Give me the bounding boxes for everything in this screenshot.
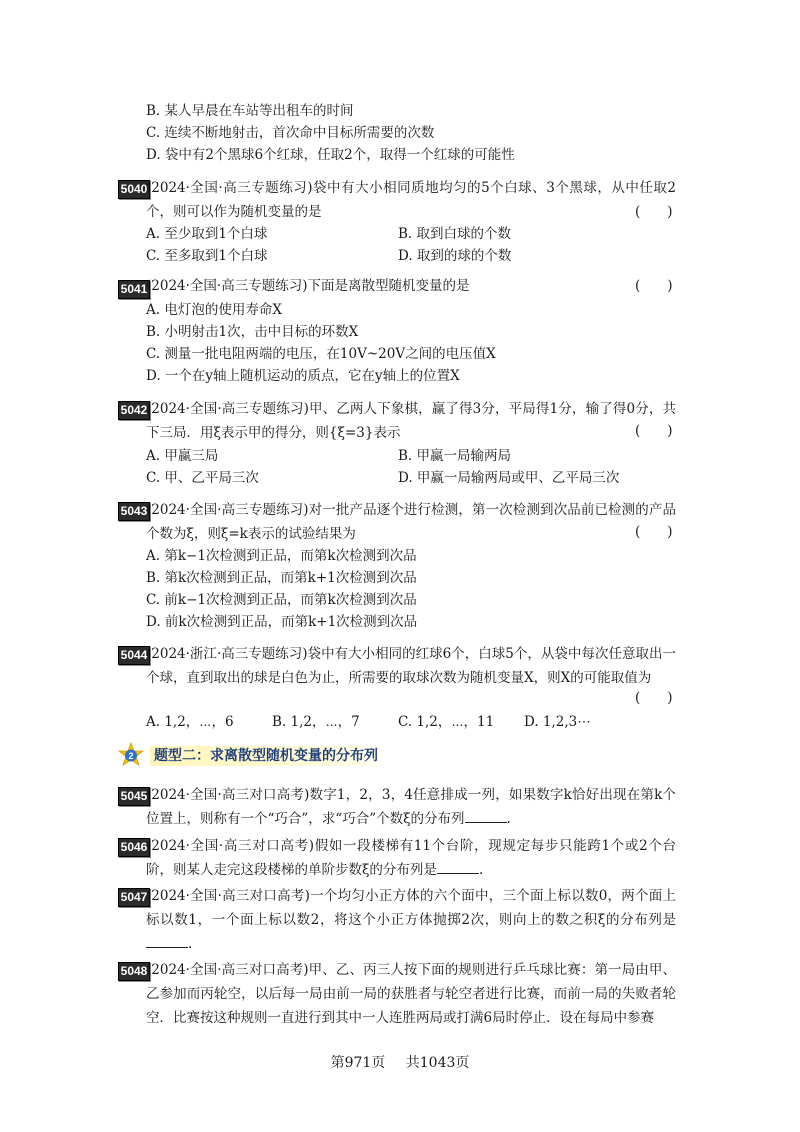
star-badge-icon [118, 742, 144, 768]
option-b: B. 1,2，⋯，7 [272, 714, 360, 730]
option-c: C. 测量一批电阻两端的电压，在10V~20V之间的电压值X [146, 346, 496, 362]
section-title: 题型二：求离散型随机变量的分布列 [150, 746, 388, 766]
question-number-badge: 5047 [118, 888, 150, 907]
question-stem: (2024·全国·高三对口高考)一个均匀小正方体的六个面中，三个面上标以数0，两个面上标以数1，一个面上标以数2，将这个小正方体抛掷2次，则向上的数之积ξ的分布列是. [146, 888, 676, 952]
option-c: C. 至多取到1个白球 [146, 248, 268, 264]
answer-parentheses: ( ) [635, 524, 673, 540]
option-b: B. 某人早晨在车站等出租车的时间 [146, 103, 354, 119]
question-number-badge: 5041 [118, 280, 150, 299]
answer-parentheses: ( ) [635, 204, 673, 220]
question-stem: (2024·全国·高三专题练习)甲、乙两人下象棋，赢了得3分，平局得1分，输了得0分，共下三局．用ξ表示甲的得分，则{ξ=3}表示 [146, 401, 676, 441]
option-c: C. 甲、乙平局三次 [146, 470, 259, 486]
option-a: A. 1,2，⋯，6 [146, 714, 234, 730]
option-b: B. 小明射击1次，击中目标的环数X [146, 324, 359, 340]
answer-parentheses: ( ) [635, 278, 673, 294]
option-a: A. 电灯泡的使用寿命X [146, 302, 282, 318]
total-pages: 共1043页 [405, 1055, 470, 1071]
page-footer [0, 1053, 800, 1073]
question-number-badge: 5042 [118, 401, 150, 420]
question-stem: (2024·浙江·高三专题练习)袋中有大小相同的红球6个，白球5个，从袋中每次任意取出一个球，直到取出的球是白色为止，所需要的取球次数为随机变量X，则X的可能取值为 [146, 646, 676, 686]
option-c: C. 1,2，⋯，11 [398, 714, 495, 730]
option-d: D. 前k次检测到正品，而第k+1次检测到次品 [146, 614, 418, 630]
page-number: 第971页 [330, 1055, 386, 1071]
answer-blank [146, 933, 188, 948]
question-stem: (2024·全国·高三对口高考)甲、乙、丙三人按下面的规则进行乒乓球比赛：第一局由甲、乙参加而丙轮空，以后每一局由前一局的获胜者与轮空者进行比赛，而前一局的失败者轮空．比赛按这种规则一直进行到其中一人连胜两局或打满6局时停止．设在每局中参赛 [146, 962, 676, 1026]
option-a: A. 第k−1次检测到正品，而第k次检测到次品 [146, 548, 417, 564]
question-stem: (2024·全国·高三专题练习)下面是离散型随机变量的是 [146, 278, 470, 294]
option-b: B. 第k次检测到正品，而第k+1次检测到次品 [146, 570, 417, 586]
question-stem: (2024·全国·高三专题练习)对一批产品逐个进行检测，第一次检测到次品前已检测的产品个数为ξ，则ξ=k表示的试验结果为 [146, 502, 676, 542]
answer-parentheses: ( ) [635, 423, 673, 439]
option-d: D. 甲赢一局输两局或甲、乙平局三次 [398, 470, 620, 486]
answer-blank [465, 808, 507, 823]
option-a: A. 至少取到1个白球 [146, 226, 268, 242]
question-stem: (2024·全国·高三对口高考)假如一段楼梯有11个台阶，现规定每步只能跨1个或2个台阶，则某人走完这段楼梯的单阶步数ξ的分布列是 . [146, 838, 676, 878]
question-number-badge: 5048 [118, 962, 150, 981]
question-number-badge: 5046 [118, 838, 150, 857]
option-b: B. 取到白球的个数 [398, 226, 512, 242]
option-d: D. 取到的球的个数 [398, 248, 512, 264]
question-number-badge: 5045 [118, 787, 150, 806]
answer-parentheses: ( ) [635, 690, 673, 706]
question-number-badge: 5044 [118, 646, 150, 665]
section-number: 2 [128, 751, 134, 761]
option-d: D. 袋中有2个黑球6个红球，任取2个，取得一个红球的可能性 [146, 147, 515, 163]
question-number-badge: 5040 [118, 180, 150, 199]
option-d: D. 1,2,3⋯ [524, 714, 591, 730]
option-c: C. 前k−1次检测到正品，而第k次检测到次品 [146, 592, 417, 608]
option-c: C. 连续不断地射击，首次命中目标所需要的次数 [146, 125, 435, 141]
question-stem: (2024·全国·高三对口高考)数字1，2，3，4任意排成一列，如果数字k恰好出现在第k个位置上，则称有一个“巧合”，求“巧合”个数ξ的分布列 . [146, 787, 676, 827]
answer-blank [437, 859, 479, 874]
question-stem: (2024·全国·高三专题练习)袋中有大小相同质地均匀的5个白球、3个黑球，从中任取2个，则可以作为随机变量的是 [146, 180, 676, 220]
option-d: D. 一个在y轴上随机运动的质点，它在y轴上的位置X [146, 368, 460, 384]
option-b: B. 甲赢一局输两局 [398, 448, 512, 464]
question-number-badge: 5043 [118, 502, 150, 521]
option-a: A. 甲赢三局 [146, 448, 219, 464]
